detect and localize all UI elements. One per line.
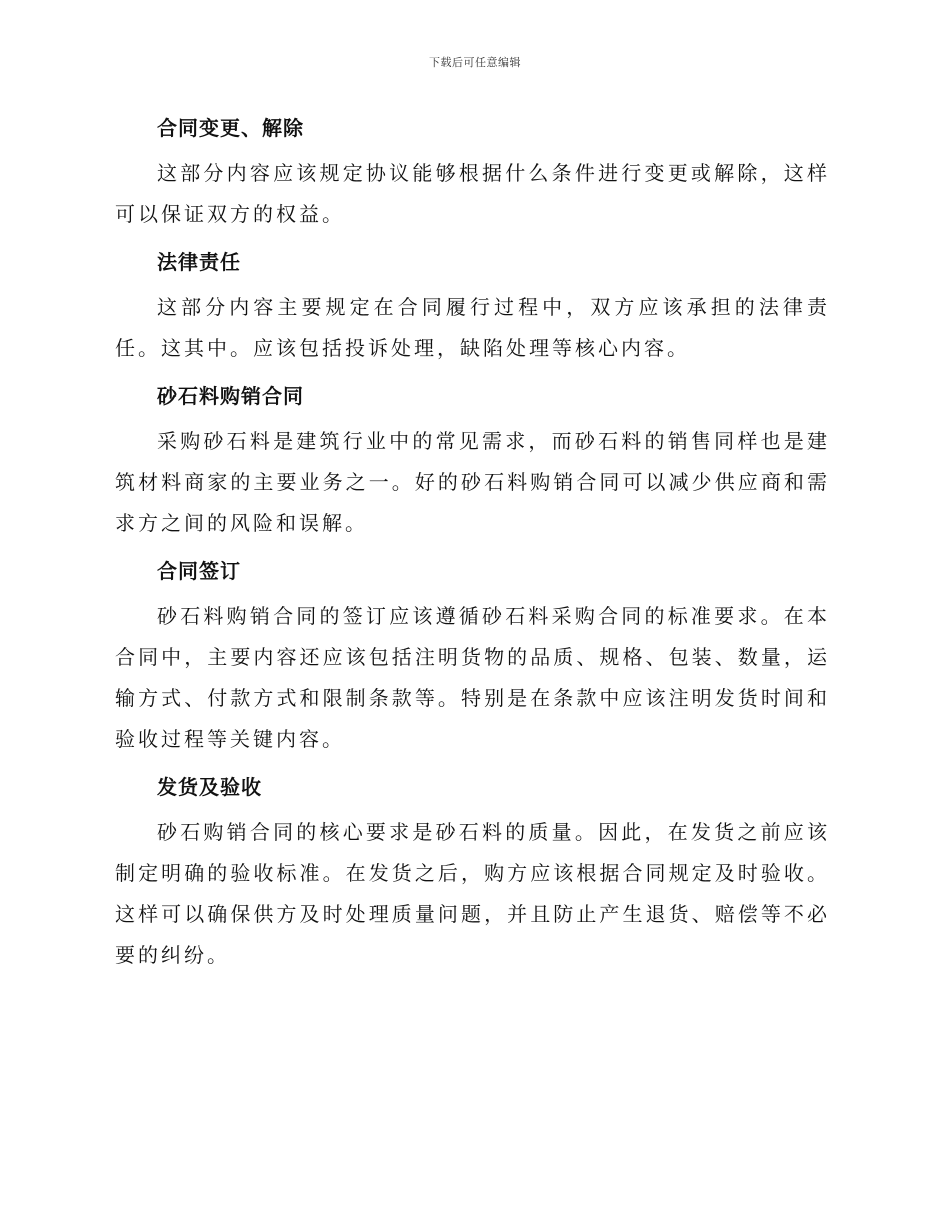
section-title-delivery-acceptance: 发货及验收	[157, 775, 262, 799]
section-title-legal-liability: 法律责任	[157, 250, 241, 274]
document-body	[115, 110, 830, 976]
section-title-contract-signing: 合同签订	[157, 559, 241, 583]
section-title-contract-change: 合同变更、解除	[157, 116, 304, 140]
section-body-contract-signing: 砂石料购销合同的签订应该遵循砂石料采购合同的标准要求。在本合同中，主要内容还应该包括注明货物的品质、规格、包装、数量，运输方式、付款方式和限制条款等。特别是在条款中应该注明发货时间和验收过程等关键内容。	[115, 604, 830, 751]
section-body-delivery-acceptance: 砂石购销合同的核心要求是砂石料的质量。因此，在发货之前应该制定明确的验收标准。在发货之后，购方应该根据合同规定及时验收。这样可以确保供方及时处理质量问题，并且防止产生退货、赔偿等不必要的纠纷。	[115, 820, 830, 967]
section-body-legal-liability: 这部分内容主要规定在合同履行过程中，双方应该承担的法律责任。这其中。应该包括投诉处理，缺陷处理等核心内容。	[115, 295, 830, 360]
section-title-sand-gravel-contract: 砂石料购销合同	[157, 384, 304, 408]
header-note: 下载后可任意编辑	[429, 56, 521, 69]
section-body-contract-change: 这部分内容应该规定协议能够根据什么条件进行变更或解除，这样可以保证双方的权益。	[115, 161, 830, 226]
section-body-sand-gravel-contract: 采购砂石料是建筑行业中的常见需求，而砂石料的销售同样也是建筑材料商家的主要业务之一。好的砂石料购销合同可以减少供应商和需求方之间的风险和误解。	[115, 429, 830, 535]
